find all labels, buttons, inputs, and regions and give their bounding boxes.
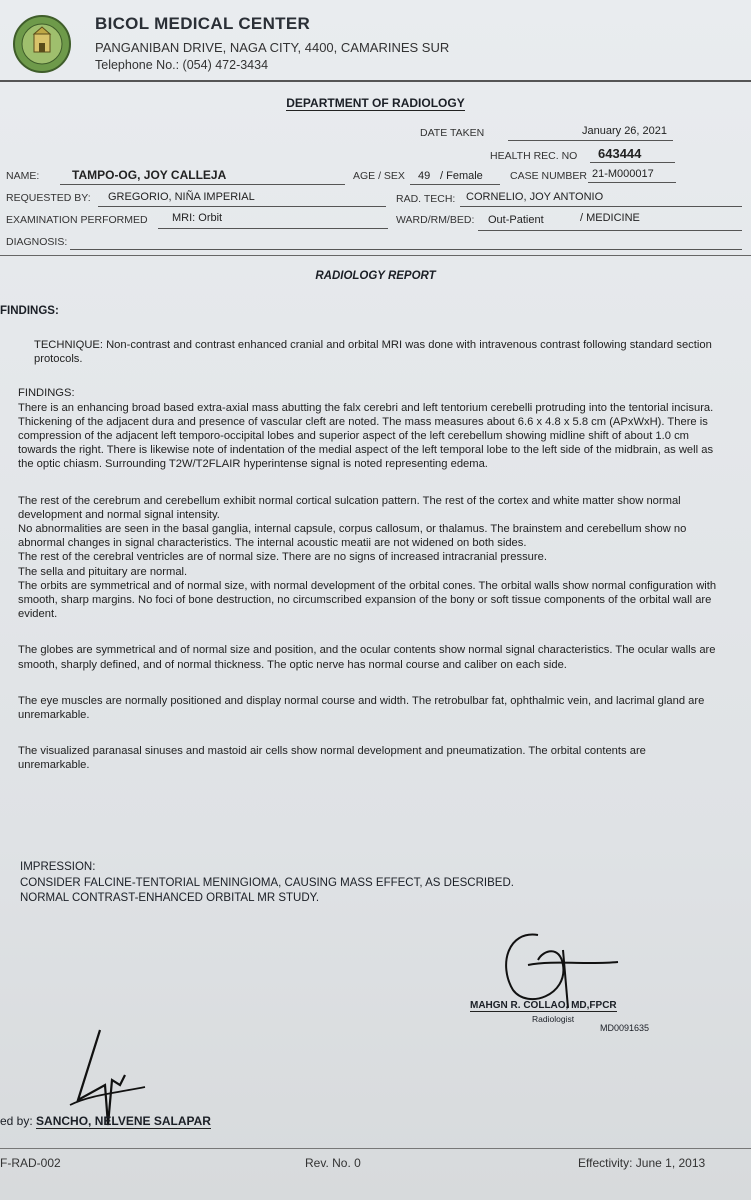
findings-subheader: FINDINGS: bbox=[18, 387, 75, 400]
patient-sex: / Female bbox=[440, 170, 483, 182]
revision-number: Rev. No. 0 bbox=[305, 1156, 361, 1170]
findings-paragraph: The rest of the cerebral ventricles are of normal size. There are no signs of increased intracranial pressure. bbox=[18, 551, 547, 564]
effectivity-date: Effectivity: June 1, 2013 bbox=[578, 1156, 706, 1170]
radiologist-role: Radiologist bbox=[532, 1014, 575, 1024]
requested-by-value: GREGORIO, NIÑA IMPERIAL bbox=[108, 191, 255, 203]
ward-value: Out-Patient bbox=[488, 214, 544, 226]
health-rec-value: 643444 bbox=[598, 146, 642, 161]
health-rec-line bbox=[590, 162, 675, 163]
date-taken-value: January 26, 2021 bbox=[582, 125, 668, 137]
rad-tech-value: CORNELIO, JOY ANTONIO bbox=[466, 191, 604, 203]
form-divider bbox=[0, 255, 751, 256]
findings-paragraph: There is an enhancing broad based extra-axial mass abutting the falx cerebri and left tentorium cerebelli protruding into the tentorial incisura. Thickening of the adjacent dura and presence of vascular cleft are noted. The mass measures about 6.6 x 4.8 x 5.8 cm (APxWxH). There is compression of the adjacent left temporo-occipital lobes and superior aspect of the left cerebellum showing midline shift of about 1.0 cm towards the right. There is likewise note of indentation of the medial aspect of the left temporal lobe to the left side of the midbrain, as well as the optic chiasm. Surrounding T2W/T2FLAIR hyperintense signal is noted representing edema. bbox=[18, 401, 714, 471]
requested-by-line bbox=[98, 206, 386, 207]
hospital-name: BICOL MEDICAL CENTER bbox=[95, 14, 311, 33]
patient-name: TAMPO-OG, JOY CALLEJA bbox=[72, 168, 227, 182]
impression-line: NORMAL CONTRAST-ENHANCED ORBITAL MR STUDY. bbox=[20, 892, 320, 904]
findings-paragraph: The visualized paranasal sinuses and mastoid air cells show normal development and pneumatization. The orbital contents are unremarkable. bbox=[18, 745, 646, 772]
case-number-value: 21-M000017 bbox=[592, 168, 654, 180]
name-line bbox=[60, 184, 345, 185]
impression-line: CONSIDER FALCINE-TENTORIAL MENINGIOMA, CAUSING MASS EFFECT, AS DESCRIBED. bbox=[20, 876, 514, 889]
diagnosis-line bbox=[70, 249, 742, 250]
findings-paragraph: The orbits are symmetrical and of normal size, with normal development of the orbital cones. The orbital walls show normal configuration with smooth, sharp margins. No foci of bone destruction, no circumscribed expansion of the bony or soft tissue components of the orbital wall are evident. bbox=[18, 579, 717, 621]
age-sex-line bbox=[410, 184, 500, 185]
ward-label: WARD/RM/BED: bbox=[396, 214, 475, 226]
health-rec-label: HEALTH REC. NO bbox=[490, 150, 578, 162]
date-taken-line bbox=[508, 140, 673, 141]
findings-paragraph: No abnormalities are seen in the basal ganglia, internal capsule, corpus callosum, or thalamus. The brainstem and cerebellum show no abnormal changes in signal characteristics. The internal acoustic meatii are not widened on both sides. bbox=[18, 523, 687, 550]
impression-block bbox=[20, 860, 514, 907]
encoded-by bbox=[0, 1114, 211, 1128]
findings-paragraph: The globes are symmetrical and of normal size and position, and the ocular contents show normal signal characteristics. The ocular walls are smooth, sharply defined, and of normal thickness. The optic nerve has normal course and caliber on each side. bbox=[18, 644, 716, 671]
report-title: RADIOLOGY REPORT bbox=[315, 270, 436, 282]
department-title: DEPARTMENT OF RADIOLOGY bbox=[286, 96, 465, 110]
findings-paragraph: The rest of the cerebrum and cerebellum exhibit normal cortical sulcation pattern. The rest of the cortex and white matter show normal development and normal signal intensity. bbox=[18, 494, 681, 521]
header-divider bbox=[0, 80, 751, 82]
footer-divider bbox=[0, 1148, 751, 1149]
diagnosis-label: DIAGNOSIS: bbox=[6, 236, 68, 248]
ward-service: / MEDICINE bbox=[580, 212, 640, 224]
findings-paragraph: The sella and pituitary are normal. bbox=[18, 565, 188, 578]
case-number-line bbox=[588, 182, 676, 183]
name-label: NAME: bbox=[6, 170, 40, 182]
exam-label: EXAMINATION PERFORMED bbox=[6, 214, 148, 226]
seal-logo-icon bbox=[12, 14, 72, 74]
case-number-label: CASE NUMBER bbox=[510, 170, 588, 182]
impression-label: IMPRESSION: bbox=[20, 861, 96, 873]
report-body bbox=[18, 338, 718, 787]
exam-value: MRI: Orbit bbox=[172, 212, 223, 224]
technique-paragraph: TECHNIQUE: Non-contrast and contrast enhanced cranial and orbital MRI was done with intravenous contrast following standard section protocols. bbox=[34, 339, 712, 366]
encoded-by-name: SANCHO, NELVENE SALAPAR bbox=[36, 1114, 211, 1128]
hospital-telephone: Telephone No.: (054) 472-3434 bbox=[95, 58, 269, 72]
patient-age: 49 bbox=[418, 170, 431, 182]
form-code: F-RAD-002 bbox=[0, 1156, 61, 1170]
date-taken-label: DATE TAKEN bbox=[420, 127, 485, 139]
radiologist-name: MAHGN R. COLLAO, MD,FPCR bbox=[470, 1000, 617, 1011]
rad-tech-label: RAD. TECH: bbox=[396, 193, 456, 205]
radiologist-license: MD0091635 bbox=[600, 1023, 650, 1033]
findings-header: FINDINGS: bbox=[0, 305, 59, 317]
hospital-address: PANGANIBAN DRIVE, NAGA CITY, 4400, CAMARINES SUR bbox=[95, 40, 450, 55]
encoded-by-label: ed by: bbox=[0, 1114, 33, 1128]
ward-line bbox=[478, 230, 742, 231]
age-sex-label: AGE / SEX bbox=[353, 170, 405, 182]
rad-tech-line bbox=[460, 206, 742, 207]
requested-by-label: REQUESTED BY: bbox=[6, 192, 91, 204]
exam-line bbox=[158, 228, 388, 229]
findings-paragraph: The eye muscles are normally positioned and display normal course and width. The retrobulbar fat, ophthalmic vein, and lacrimal gland are unremarkable. bbox=[18, 694, 705, 722]
